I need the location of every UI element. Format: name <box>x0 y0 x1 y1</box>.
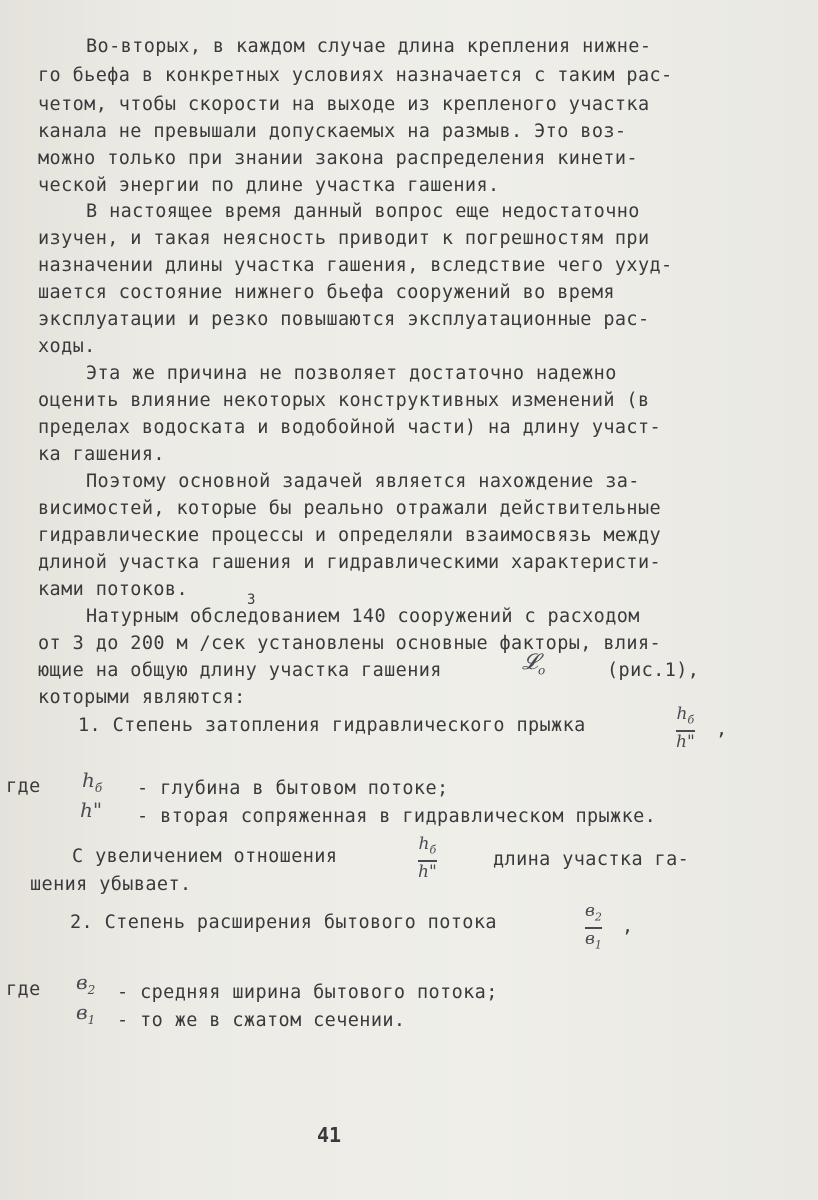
text-line: гидравлические процессы и определяли взаимосвязь между <box>38 525 662 546</box>
text-line: В настоящее время данный вопрос еще недостаточно <box>86 201 640 222</box>
symbol-b2: $в_2$ <box>76 970 96 997</box>
text-line: канала не превышали допускаемых на размыв. Это воз- <box>38 121 627 142</box>
text-line: Во-вторых, в каждом случае длина крепления нижне- <box>86 36 652 57</box>
text-line: ходы. <box>38 336 96 357</box>
text-line: шается состояние нижнего бьефа сооружений во время <box>38 282 615 303</box>
fraction-hb-over-h2: $h_б$ h" <box>418 834 437 882</box>
text-line: четом, чтобы скорости на выходе из крепленого участка <box>38 94 650 115</box>
superscript-3: 3 <box>247 592 256 608</box>
text-line: Поэтому основной задачей является нахождение за- <box>86 471 640 492</box>
text-line: длиной участка гашения и гидравлическими характеристи- <box>38 552 662 573</box>
text-line: можно только при знании закона распределения кинети- <box>38 148 638 169</box>
text-line: С увеличением отношения <box>72 846 338 867</box>
text-line: 2. Степень расширения бытового потока <box>70 912 497 933</box>
text-line: - то же в сжатом сечении. <box>117 1010 406 1031</box>
symbol-hb: $h_б$ <box>82 768 103 795</box>
symbol-b1: $в_1$ <box>76 1000 96 1027</box>
length-symbol-L0: 𝓛$_o$ <box>522 650 546 678</box>
text-line: длина участка га- <box>493 849 690 870</box>
text-line: шения убывает. <box>30 874 192 895</box>
text-line: от 3 до 200 м /сек установлены основные факторы, влия- <box>38 633 662 654</box>
text-line: (рис.1), <box>607 660 700 681</box>
fraction-b2-over-b1: $в_2$ $в_1$ <box>585 901 602 952</box>
text-line: назначении длины участка гашения, вследствие чего ухуд- <box>38 255 673 276</box>
text-line: оценить влияние некоторых конструктивных изменений (в <box>38 390 650 411</box>
text-line: - средняя ширина бытового потока; <box>117 982 498 1003</box>
text-line: Эта же причина не позволяет достаточно надежно <box>86 363 617 384</box>
text-line: висимостей, которые бы реально отражали действительные <box>38 498 662 519</box>
text-line: - вторая сопряженная в гидравлическом прыжке. <box>137 806 657 827</box>
text-line: 1. Степень затопления гидравлического прыжка <box>78 715 586 736</box>
text-line: ющие на общую длину участка гашения <box>38 660 442 681</box>
text-line: ческой энергии по длине участка гашения. <box>38 175 500 196</box>
text-line: которыми являются: <box>38 687 246 708</box>
text-line: эксплуатации и резко повышаются эксплуатационные рас- <box>38 309 650 330</box>
text-line: - глубина в бытовом потоке; <box>137 778 449 799</box>
text-line: ка гашения. <box>38 444 165 465</box>
text-line: где <box>6 979 41 1000</box>
fraction-hb-over-h2: $h_б$ h" <box>676 704 695 752</box>
text-line: , <box>716 719 728 740</box>
text-line: изучен, и такая неясность приводит к погрешностям при <box>38 228 650 249</box>
text-line: Натурным обследованием 140 сооружений с расходом <box>86 606 640 627</box>
text-line: , <box>622 916 634 937</box>
symbol-h2: h" <box>80 798 103 822</box>
text-line: пределах водоската и водобойной части) на длину участ- <box>38 417 662 438</box>
page-number: 41 <box>317 1123 342 1147</box>
text-line: где <box>6 776 41 797</box>
text-line: ками потоков. <box>38 579 188 600</box>
text-line: го бьефа в конкретных условиях назначается с таким рас- <box>38 65 673 86</box>
